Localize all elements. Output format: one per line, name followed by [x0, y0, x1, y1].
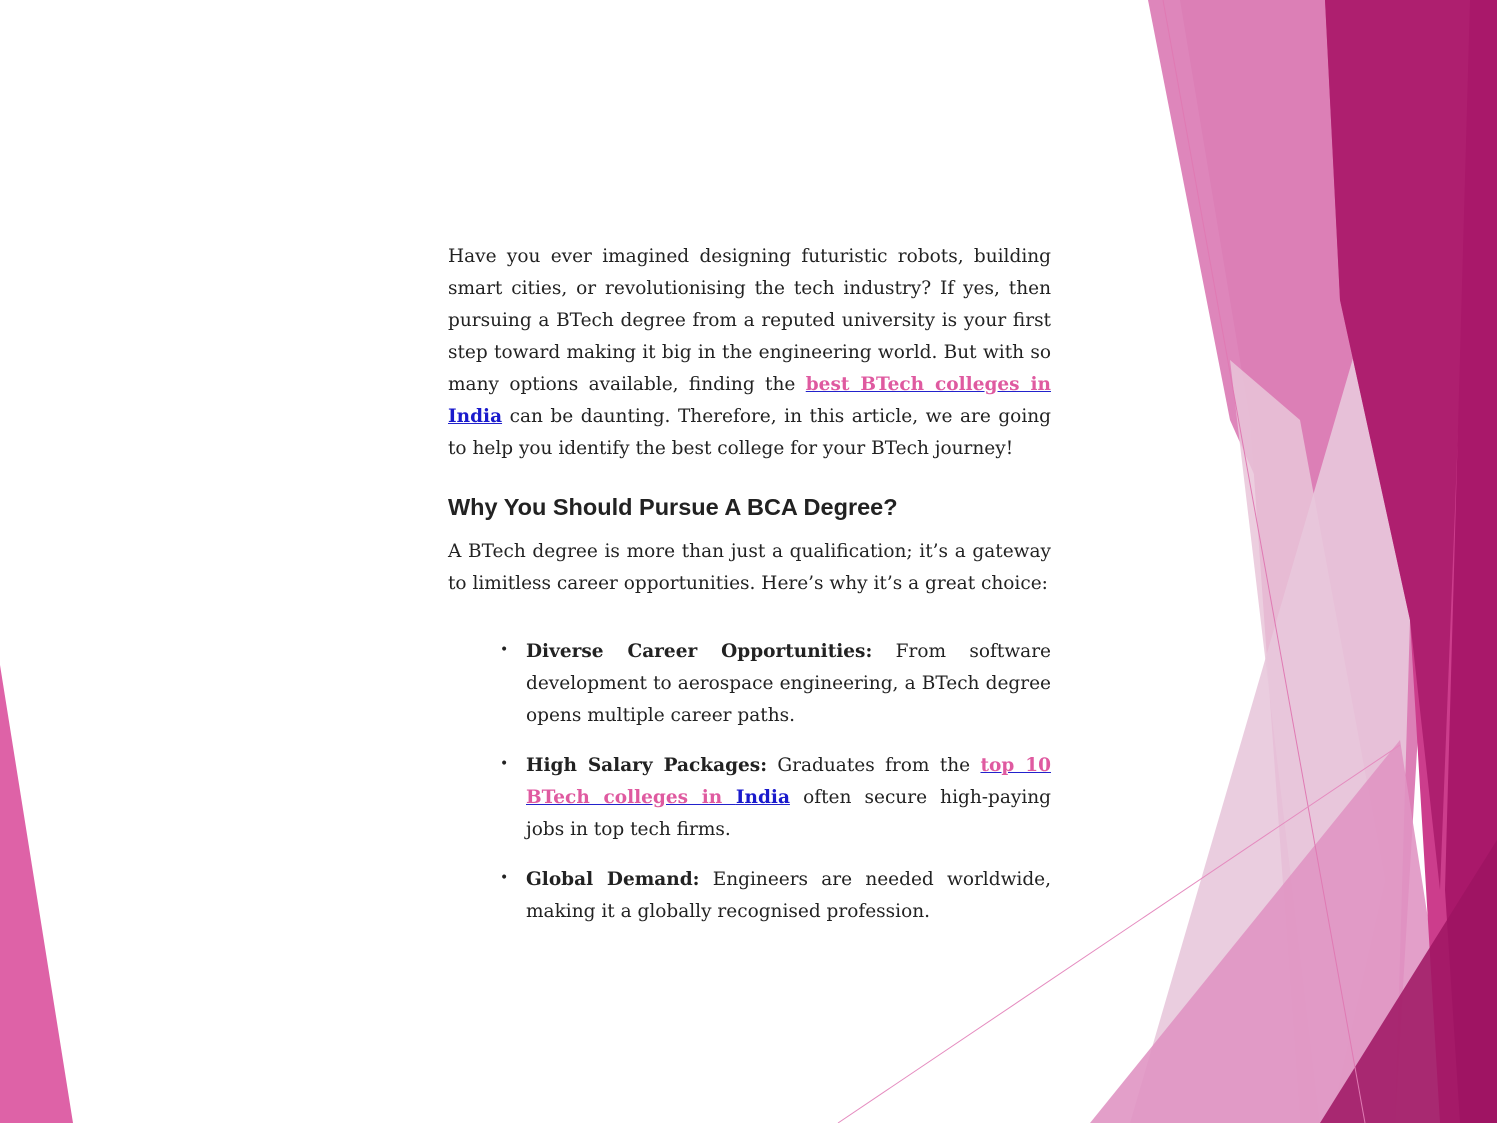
bullet-icon: • [500, 756, 509, 772]
list-item-title: High Salary Packages: [526, 755, 768, 776]
bullet-icon: • [500, 642, 509, 658]
list-item-diverse-career [500, 636, 1051, 732]
top-10-btech-colleges-link-pink-text: top 10 BTech colleges in [526, 755, 1051, 808]
section-heading: Why You Should Pursue A BCA Degree? [448, 494, 898, 520]
list-item-global-demand [500, 864, 1051, 928]
list-item-text: From software development to aerospace engineering, a BTech degree opens multiple career paths. [526, 641, 1051, 726]
best-btech-colleges-link-blue-text: India [448, 406, 503, 427]
list-item-high-salary [500, 750, 1051, 846]
document-body [448, 241, 1051, 946]
intro-paragraph [448, 241, 1051, 465]
list-item-text-before-link: Graduates from the [767, 755, 981, 776]
best-btech-colleges-link-pink-text: best BTech colleges in [805, 374, 1051, 395]
section-paragraph: A BTech degree is more than just a qualification; it’s a gateway to limitless career opportunities. Here’s why it’s a great choice: [448, 541, 1051, 594]
intro-text-before-link: Have you ever imagined designing futuristic robots, building smart cities, or revolutionising the tech industry? If yes, then pursuing a BTech degree from a reputed university is your first step toward making it big in the engineering world. But with so many options available, finding the [448, 246, 1051, 395]
list-item-text: Engineers are needed worldwide, making it a globally recognised profession. [526, 869, 1051, 922]
reasons-list [448, 636, 1051, 928]
top-10-btech-colleges-link-blue-text: India [735, 787, 790, 808]
list-item-text-after-link: often secure high-paying jobs in top tech firms. [526, 787, 1051, 840]
list-item-title: Diverse Career Opportunities: [526, 641, 873, 662]
bullet-icon: • [500, 870, 509, 886]
list-item-title: Global Demand: [526, 869, 700, 890]
left-pink-wedge [0, 665, 73, 1123]
intro-text-after-link: can be daunting. Therefore, in this article, we are going to help you identify the best college for your BTech journey! [448, 406, 1051, 459]
